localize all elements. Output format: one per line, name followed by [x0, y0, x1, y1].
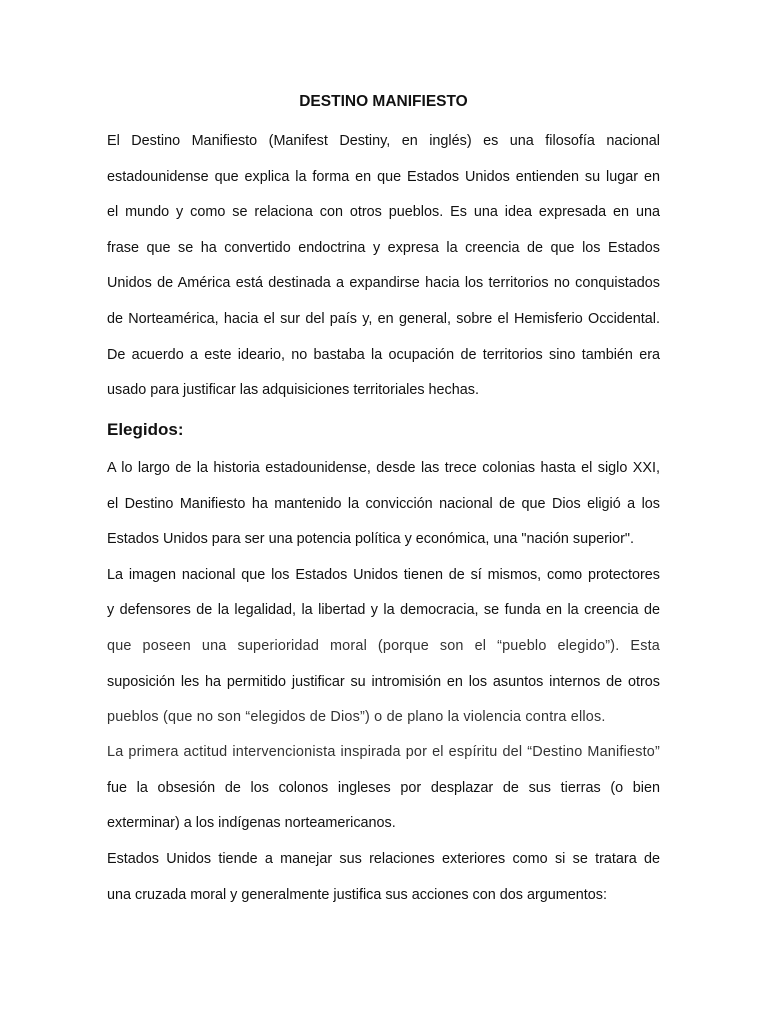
primera-paragraph — [107, 735, 660, 842]
estados-paragraph — [107, 842, 660, 913]
elegidos-paragraph — [107, 451, 660, 736]
text-line: usado para justificar las adquisiciones territoriales hechas. — [107, 382, 479, 399]
text-line: estadounidense que explica la forma en que Estados Unidos entienden su lugar en — [107, 168, 660, 185]
text-line: de Norteamérica, hacia el sur del país y, en general, sobre el Hemisferio Occidental. — [107, 310, 660, 327]
text-line: La imagen nacional que los Estados Unidos tienen de sí mismos, como protectores — [107, 566, 660, 583]
text-line: que poseen una superioridad moral (porque son el “pueblo elegido”). Esta — [107, 637, 660, 654]
text-line: A lo largo de la historia estadounidense, desde las trece colonias hasta el siglo XXI, — [107, 460, 660, 476]
text-line: Estados Unidos para ser una potencia política y económica, una "nación superior". — [107, 531, 634, 548]
text-line: De acuerdo a este ideario, no bastaba la ocupación de territorios sino también era — [107, 346, 660, 363]
section-heading-elegidos: Elegidos: — [107, 420, 184, 439]
document-title: DESTINO MANIFIESTO — [299, 93, 468, 110]
text-line: el Destino Manifiesto ha mantenido la convicción nacional de que Dios eligió a los — [107, 495, 660, 512]
text-line: Unidos de América está destinada a expandirse hacia los territorios no conquistados — [107, 275, 660, 292]
text-line: y defensores de la legalidad, la libertad y la democracia, se funda en la creencia de — [107, 602, 660, 619]
text-line: exterminar) a los indígenas norteamericanos. — [107, 815, 396, 832]
text-line: frase que se ha convertido endoctrina y expresa la creencia de que los Estados — [107, 239, 660, 256]
text-line: La primera actitud intervencionista inspirada por el espíritu del “Destino Manifiesto” — [107, 744, 660, 760]
text-line: fue la obsesión de los colonos ingleses por desplazar de sus tierras (o bien — [107, 779, 660, 796]
intro-paragraph — [107, 124, 660, 409]
text-line: una cruzada moral y generalmente justifica sus acciones con dos argumentos: — [107, 886, 607, 903]
text-line: suposición les ha permitido justificar su intromisión en los asuntos internos de otros — [107, 673, 660, 690]
text-line: el mundo y como se relaciona con otros pueblos. Es una idea expresada en una — [107, 204, 660, 221]
text-line: El Destino Manifiesto (Manifest Destiny, en inglés) es una filosofía nacional — [107, 133, 660, 149]
text-line: Estados Unidos tiende a manejar sus relaciones exteriores como si se tratara de — [107, 851, 660, 867]
text-line: pueblos (que no son “elegidos de Dios”) o de plano la violencia contra ellos. — [107, 709, 606, 726]
